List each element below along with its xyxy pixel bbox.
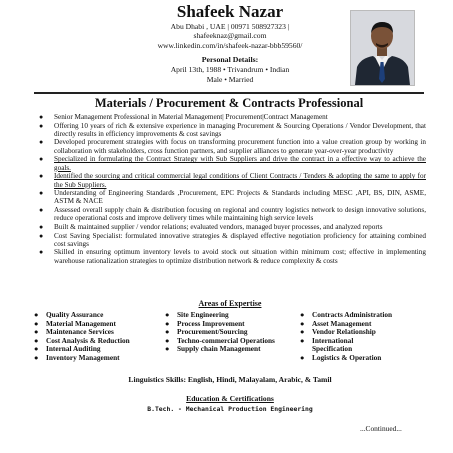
bullet-icon: ● bbox=[300, 318, 305, 328]
list-item: ● Senior Management Professional in Material Management| Procurement|Contract Management bbox=[39, 113, 328, 121]
list-item: ● Contracts Administration bbox=[300, 310, 393, 319]
bullet-icon: ● bbox=[34, 318, 39, 328]
bullet-icon: ● bbox=[39, 222, 44, 231]
linguistics-skills: Linguistics Skills: English, Hindi, Malayalam, Arabic, & Tamil bbox=[128, 375, 332, 384]
bullet-icon: ● bbox=[39, 231, 44, 240]
list-item: ● Supply chain Management bbox=[165, 344, 261, 354]
list-item: ● Logistics & Operation bbox=[300, 352, 382, 362]
bullet-icon: ● bbox=[34, 310, 39, 319]
resume-header bbox=[120, 2, 340, 85]
bullet-icon: ● bbox=[39, 113, 44, 121]
bullet-icon: ● bbox=[39, 248, 44, 257]
list-item: ● Specialized in formulating the Contract Strategy with Sub Suppliers and drive the contract in a effective way to achieve the goals. bbox=[39, 155, 426, 172]
list-item: ● Material Management bbox=[34, 318, 116, 328]
list-item: ● Developed procurement strategies with focus on transforming procurement function into a value creation group by working in collaboration with stakeholders, cross function partners, and supplier alliances to generate year-over-year productivity bbox=[39, 138, 426, 155]
bullet-icon: ● bbox=[300, 352, 305, 362]
expertise-column-3 bbox=[300, 311, 392, 363]
list-item: ● Understanding of Engineering Standards ,Procurement, EPC Projects & Standards including MESC ,API, BS, DIN, ASME, ASTM & NACE bbox=[39, 189, 426, 206]
bullet-icon: ● bbox=[39, 121, 44, 130]
bullet-icon: ● bbox=[39, 172, 44, 181]
bullet-icon: ● bbox=[165, 344, 170, 354]
list-item: ● Vendor Relationship bbox=[300, 327, 376, 337]
header-divider bbox=[34, 92, 424, 94]
bullet-icon: ● bbox=[39, 206, 44, 215]
areas-of-expertise-title: Areas of Expertise bbox=[198, 299, 262, 308]
list-item: ● Asset Management bbox=[300, 318, 372, 328]
list-item: ● Skilled in ensuring optimum inventory levels to avoid stock out situation within minimum cost; effective in implementing warehouse rationalization strategies to optimize distribution network & reduce complexity & costs bbox=[39, 248, 426, 265]
expertise-column-2 bbox=[165, 311, 287, 354]
bullet-icon: ● bbox=[34, 327, 39, 337]
bullet-icon: ● bbox=[34, 344, 39, 354]
list-item: ● Procurement/Sourcing bbox=[165, 327, 248, 337]
education-title: Education & Certifications bbox=[186, 394, 274, 403]
list-item: ● International Specification bbox=[300, 335, 354, 354]
linkedin-url[interactable]: www.linkedin.com/in/shafeek-nazar-bbb59560/ bbox=[157, 40, 303, 50]
email-address[interactable]: shafeeknaz@gmail.com bbox=[193, 31, 267, 41]
expertise-column-1 bbox=[34, 311, 130, 363]
list-item: ● Quality Assurance bbox=[34, 310, 104, 319]
bullet-icon: ● bbox=[165, 335, 170, 345]
bullet-icon: ● bbox=[34, 335, 39, 345]
bullet-icon: ● bbox=[165, 327, 170, 337]
summary-bullets bbox=[34, 113, 426, 265]
list-item: ● Built & maintained supplier / vendor relations; evaluated vendors, managed buyer processes, and analyzed reports bbox=[39, 222, 383, 231]
bullet-icon: ● bbox=[39, 138, 44, 147]
list-item: ● Inventory Management bbox=[34, 352, 120, 362]
list-item: ● Internal Auditing bbox=[34, 344, 101, 354]
bullet-icon: ● bbox=[300, 310, 305, 319]
bullet-icon: ● bbox=[34, 352, 39, 362]
profile-photo bbox=[350, 10, 415, 86]
section-title: Materials / Procurement & Contracts Professional bbox=[94, 96, 364, 110]
bullet-icon: ● bbox=[165, 318, 170, 328]
bullet-icon: ● bbox=[300, 335, 305, 345]
personal-details-line-2: Male • Married bbox=[206, 74, 254, 84]
candidate-name: Shafeek Nazar bbox=[176, 2, 284, 21]
bullet-icon: ● bbox=[39, 155, 44, 164]
list-item: ● Maintenance Services bbox=[34, 327, 114, 337]
bullet-icon: ● bbox=[39, 189, 44, 198]
education-degree: B.Tech. - Mechanical Production Engineering bbox=[147, 405, 313, 413]
personal-details-line-1: April 13th, 1988 • Trivandrum • Indian bbox=[170, 64, 290, 74]
list-item: ● Techno-commercial Operations bbox=[165, 335, 275, 345]
bullet-icon: ● bbox=[165, 310, 170, 319]
location-phone: Abu Dhabi , UAE | 00971 508927323 | bbox=[170, 22, 290, 31]
list-item: ● Site Engineering bbox=[165, 310, 229, 319]
personal-details-title: Personal Details: bbox=[201, 54, 259, 64]
list-item: ● Identified the sourcing and critical commercial legal conditions of Client Contracts / Tenders & adopting the same to apply for the Sub Suppliers. bbox=[39, 172, 426, 189]
list-item: ● Cost Saving Specialist: formulated innovative strategies & displayed effective negotiation proficiency for attaining combined cost savings bbox=[39, 231, 426, 248]
list-item: ● Assessed overall supply chain & distribution focusing on regional and country logistics network to design innovative solutions, reduce operational costs and improve delivery times while maintaining high service levels bbox=[39, 206, 426, 223]
profile-photo-image bbox=[351, 11, 414, 85]
list-item: ● Cost Analysis & Reduction bbox=[34, 335, 130, 345]
list-item: ● Process Improvement bbox=[165, 318, 245, 328]
bullet-icon: ● bbox=[300, 327, 305, 337]
list-item: ● Offering 10 years of rich & extensive experience in managing Procurement & Sourcing Operations / Vendor Development, that directly results in efficiency improvements & cost savings bbox=[39, 121, 426, 138]
continued-note: ...Continued... bbox=[360, 424, 402, 433]
